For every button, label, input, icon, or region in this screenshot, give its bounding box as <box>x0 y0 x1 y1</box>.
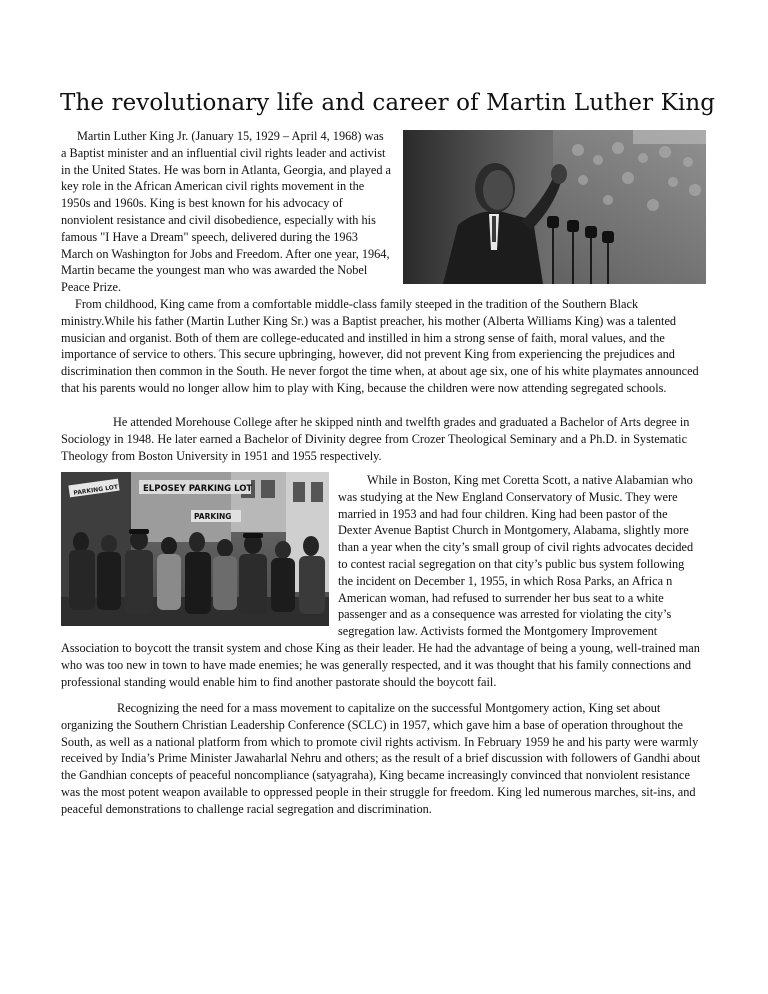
paragraph-sclc: Recognizing the need for a mass movement to capitalize on the successful Montgomery action, King set about organizing the Southern Christian Leadership Conference (SCLC) in 1957, which gave him a base of operation throughout the South, as well as a national platform from which to promote civil rights activism. In February 1959 he and his party were warmly received by India’s Prime Minister Jawaharlal Nehru and others; as the result of a brief discussion with followers of Gandhi about the Gandhian concepts of peaceful noncompliance (satyagraha), King became increasingly convinced that nonviolent resistance was the most potent weapon available to oppressed people in their struggle for freedom. King led numerous marches, sit-ins, and peaceful demonstrations to challenge racial segregation and discrimination. <box>61 701 701 816</box>
paragraph-education: He attended Morehouse College after he skipped ninth and twelfth grades and graduated a Bachelor of Arts degree in Sociology in 1948. He later earned a Bachelor of Divinity degree from Crozer Theological Seminary and a Ph.D. in Systematic Theology from Boston University in 1951 and 1955 respectively. <box>61 415 690 463</box>
paragraph-childhood: From childhood, King came from a comfortable middle-class family steeped in the tradition of the Southern Black ministry.While his father (Martin Luther King Sr.) was a Baptist preacher, his mother (Alberta Williams King) was a talented musician and organist. Both of them are college-educated and instilled in him a strong sense of faith, moral values, and the importance of service to others. This secure upbringing, however, did not prevent King from experiencing the prejudices and discrimination then common in the South. He never forgot the time when, at about age six, one of his white playmates announced that his parents would no longer allow him to play with King, because the children were now attending segregated schools. <box>61 297 699 395</box>
sign-left-text: PARKING LOT <box>73 483 119 497</box>
boycott-photo <box>61 472 329 626</box>
sign-main-text: ELPOSEY PARKING LOT <box>143 484 253 494</box>
paragraph-intro: Martin Luther King Jr. (January 15, 1929 – April 4, 1968) was a Baptist minister and an influential civil rights leader and activist in the United States. He was born in Atlanta, Georgia, and played a key role in the African American civil rights movement in the 1950s and 1960s. King is best known for his advocacy of nonviolent resistance and civil disobedience, especially with his famous "I Have a Dream" speech, delivered during the 1963 March on Washington for Jobs and Freedom. After one year, 1964, Martin became the youngest man who was awarded the Nobel Peace Prize. <box>61 129 391 295</box>
sign-lower-text: PARKING <box>194 512 232 521</box>
speaker-photo <box>403 130 706 284</box>
document-title: The revolutionary life and career of Martin Luther King <box>60 90 716 116</box>
paragraph-boston <box>61 472 701 690</box>
paragraph-boston-text: While in Boston, King met Coretta Scott, a native Alabamian who was studying at the New England Conservatory of Music. They were married in 1953 and had four children. King had been pastor of the Dexter Avenue Baptist Church in Montgomery, Alabama, slightly more than a year when the city’s small group of civil rights advocates decided to contest racial segregation on that city’s public bus system following the incident on December 1, 1955, in which Rosa Parks, an Africa n American woman, had refused to surrender her bus seat to a white passenger and as a consequence was arrested for violating the city’s segregation law. Activists formed the Montgomery Improvement Association to boycott the transit system and chose King as their leader. He had the advantage of being a young, well-trained man who was too new in town to have made enemies; he was generally respected, and it was thought that his family connections and professional standing would enable him to find another pastorate should the boycott fail. <box>61 473 700 689</box>
